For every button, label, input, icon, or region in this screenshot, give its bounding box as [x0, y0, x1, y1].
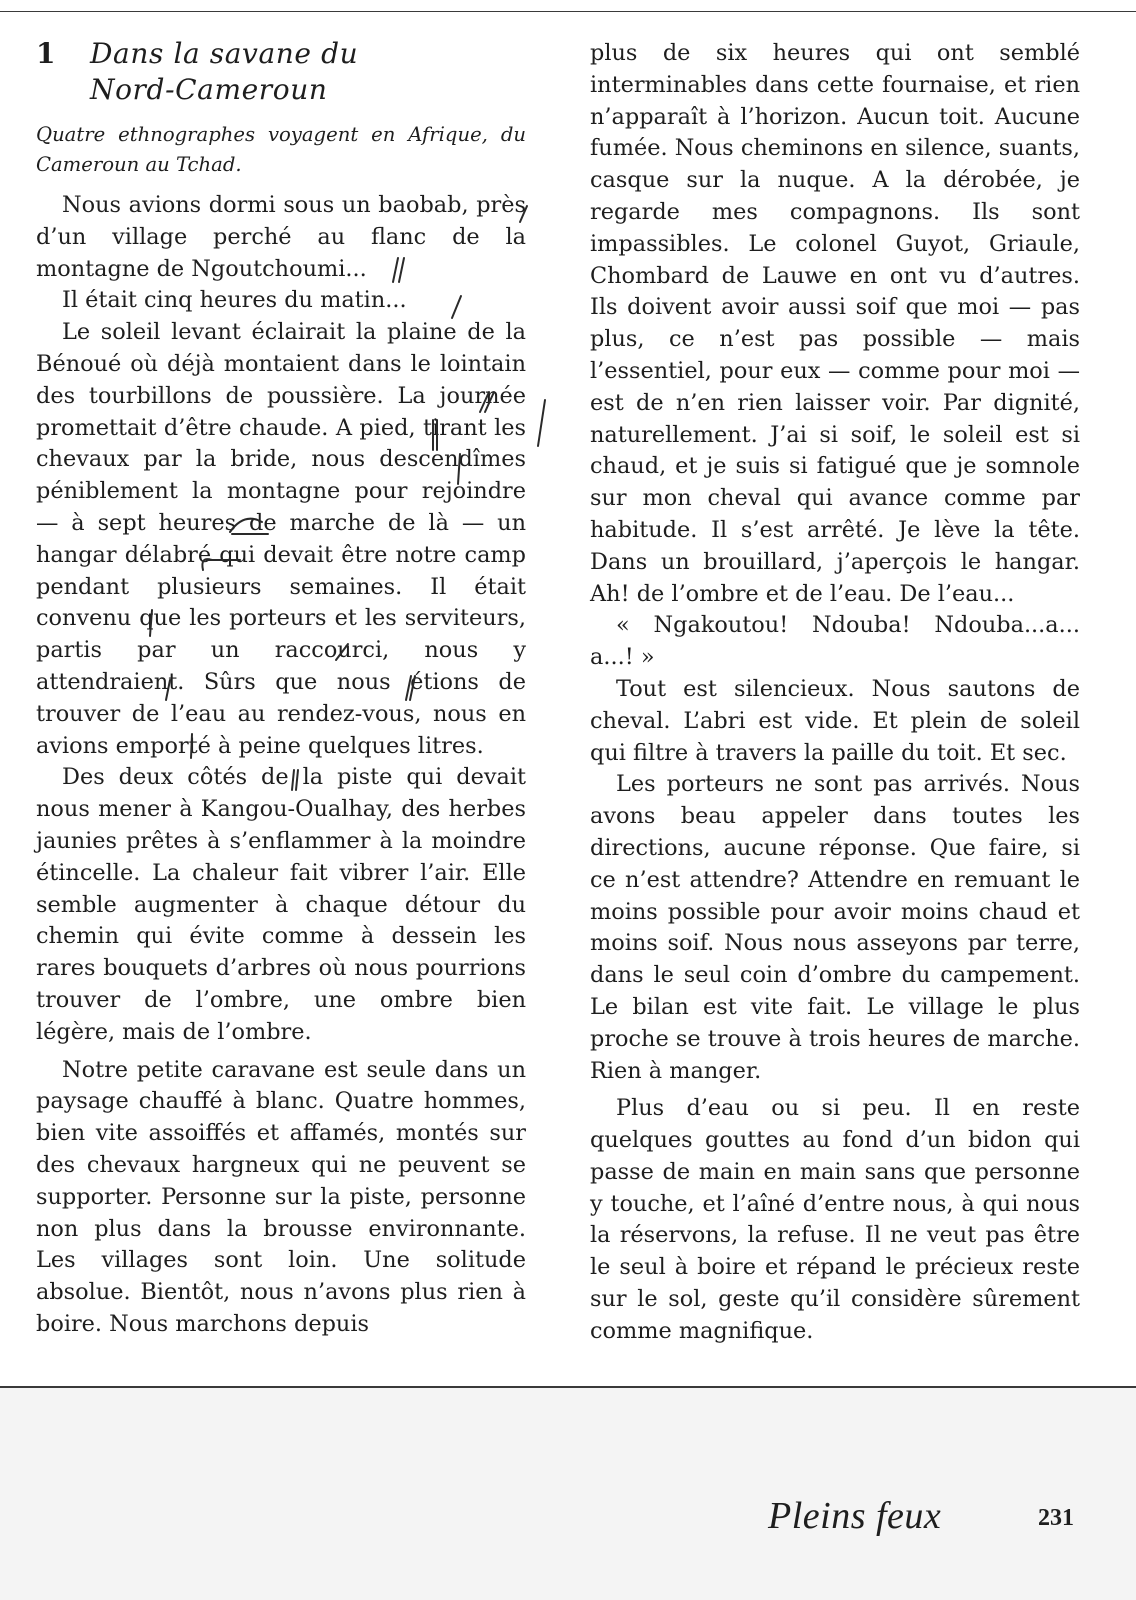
pencil-slash-mark	[336, 644, 348, 660]
page-margin	[0, 1388, 1136, 1600]
pencil-slash-mark	[393, 258, 404, 282]
pencil-slash-mark	[191, 734, 192, 758]
pencil-slash-mark	[433, 420, 437, 450]
paragraph: Tout est silencieux. Nous sautons de cheval. L’abri est vide. Et plein de soleil qui filtre à travers la paille du toit. Et sec.	[590, 675, 1080, 766]
pencil-slash-mark	[520, 206, 527, 222]
chapter-number: 1	[36, 37, 56, 70]
chapter-title-line-2: Nord-Cameroun	[90, 73, 328, 106]
pencil-slash-mark	[480, 392, 494, 412]
paragraph: Des deux côtés de la piste qui devait nous mener à Kangou-Oualhay, des herbes jaunies prêtes à s’enflammer à la moindre étincelle. La chaleur fait vibrer l’air. Elle semble augmenter à chaque détour du chemin qui évite comme à dessein les rares bouquets d’arbres où nous pourrions trouver de l’ombre, une ombre bien légère, mais de l’ombre.	[36, 764, 526, 1045]
paragraph: Le soleil levant éclairait la plaine de la Bénoué où déjà montaient dans le lointain des tourbillons de poussière. La journée promettait d’être chaude. A pied, tirant les chevaux par la bride, nous descendîmes péniblement la montagne pour rejoindre — à sept heures de marche de là — un hangar délabré qui devait être notre camp pendant plusieurs semaines. Il était convenu que les porteurs et les serviteurs, partis par un raccourci, nous y attendraient. Sûrs que nous étions de trouver de l’eau au rendez-vous, nous en avions emporté à peine quelques litres.	[36, 319, 526, 759]
pencil-slash-mark	[166, 680, 170, 700]
page-number: 231	[1038, 1505, 1074, 1531]
paragraph: Il était cinq heures du matin...	[62, 287, 407, 314]
pencil-dash-mark	[202, 559, 240, 570]
pencil-slash-mark	[292, 770, 298, 790]
paragraph: Nous avions dormi sous un baobab, près d’un village perché au flanc de la montagne de Ngoutchoumi...	[36, 192, 526, 282]
pencil-slash-mark	[452, 296, 461, 318]
paragraph: Notre petite caravane est seule dans un paysage chauffé à blanc. Quatre hommes, bien vite assoiffés et affamés, montés sur des chevaux hargneux qui ne peuvent se supporter. Personne sur la piste, personne non plus dans la brousse environnante. Les villages sont loin. Une solitude absolue. Bientôt, nous n’avons plus rien à boire. Nous marchons depuis	[36, 1056, 526, 1337]
paragraph: Les porteurs ne sont pas arrivés. Nous avons beau appeler dans toutes les directions, aucune réponse. Que faire, si ce n’est attendre? Attendre en remuant le moins possible pour avoir moins chaud et moins soif. Nous nous asseyons par terre, dans le seul coin d’ombre du campement. Le bilan est vite fait. Le village le plus proche se trouve à trois heures de marche. Rien à manger.	[590, 771, 1080, 1084]
pencil-slash-mark	[458, 454, 460, 484]
paragraph: « Ngakoutou! Ndouba! Ndouba...a... a...! »	[590, 612, 1080, 671]
chapter-subtitle: Quatre ethnographes voyagent en Afrique, du Cameroun au Tchad.	[36, 123, 526, 176]
chapter-title-line-1: Dans la savane du	[90, 37, 359, 70]
running-title: Pleins feux	[768, 1495, 942, 1537]
pencil-dash-mark	[230, 519, 268, 534]
pencil-slash-mark	[406, 676, 415, 700]
pencil-slash-mark	[150, 610, 152, 636]
paragraph: Plus d’eau ou si peu. Il en reste quelques gouttes au fond d’un bidon qui passe de main en main sans que personne y touche, et l’aîné d’entre nous, à qui nous la réservons, la refuse. Il ne veut pas être le seul à boire et répand le précieux reste sur le sol, geste qu’il considère sûrement comme magnifique.	[590, 1095, 1080, 1344]
pencil-slash-mark	[538, 400, 545, 446]
paragraph: plus de six heures qui ont semblé interminables dans cette fournaise, et rien n’apparaît à l’horizon. Aucun toit. Aucune fumée. Nous cheminons en silence, suants, casque sur la nuque. A la dérobée, je regarde mes compagnons. Ils sont impassibles. Le colonel Guyot, Griaule, Chombard de Lauwe en ont vu d’autres. Ils doivent avoir aussi soif que moi — pas plus, ce n’est pas possible — mais l’essentiel, pour eux — comme pour moi — est de n’en rien laisser voir. Par dignité, naturellement. J’ai si soif, le soleil est si chaud, et je suis si fatigué que je somnole sur mon cheval qui avance comme par habitude. Il s’est arrêté. Je lève la tête. Dans un brouillard, j’aperçois le hangar. Ah! de l’ombre et de l’eau. De l’eau...	[590, 40, 1080, 607]
